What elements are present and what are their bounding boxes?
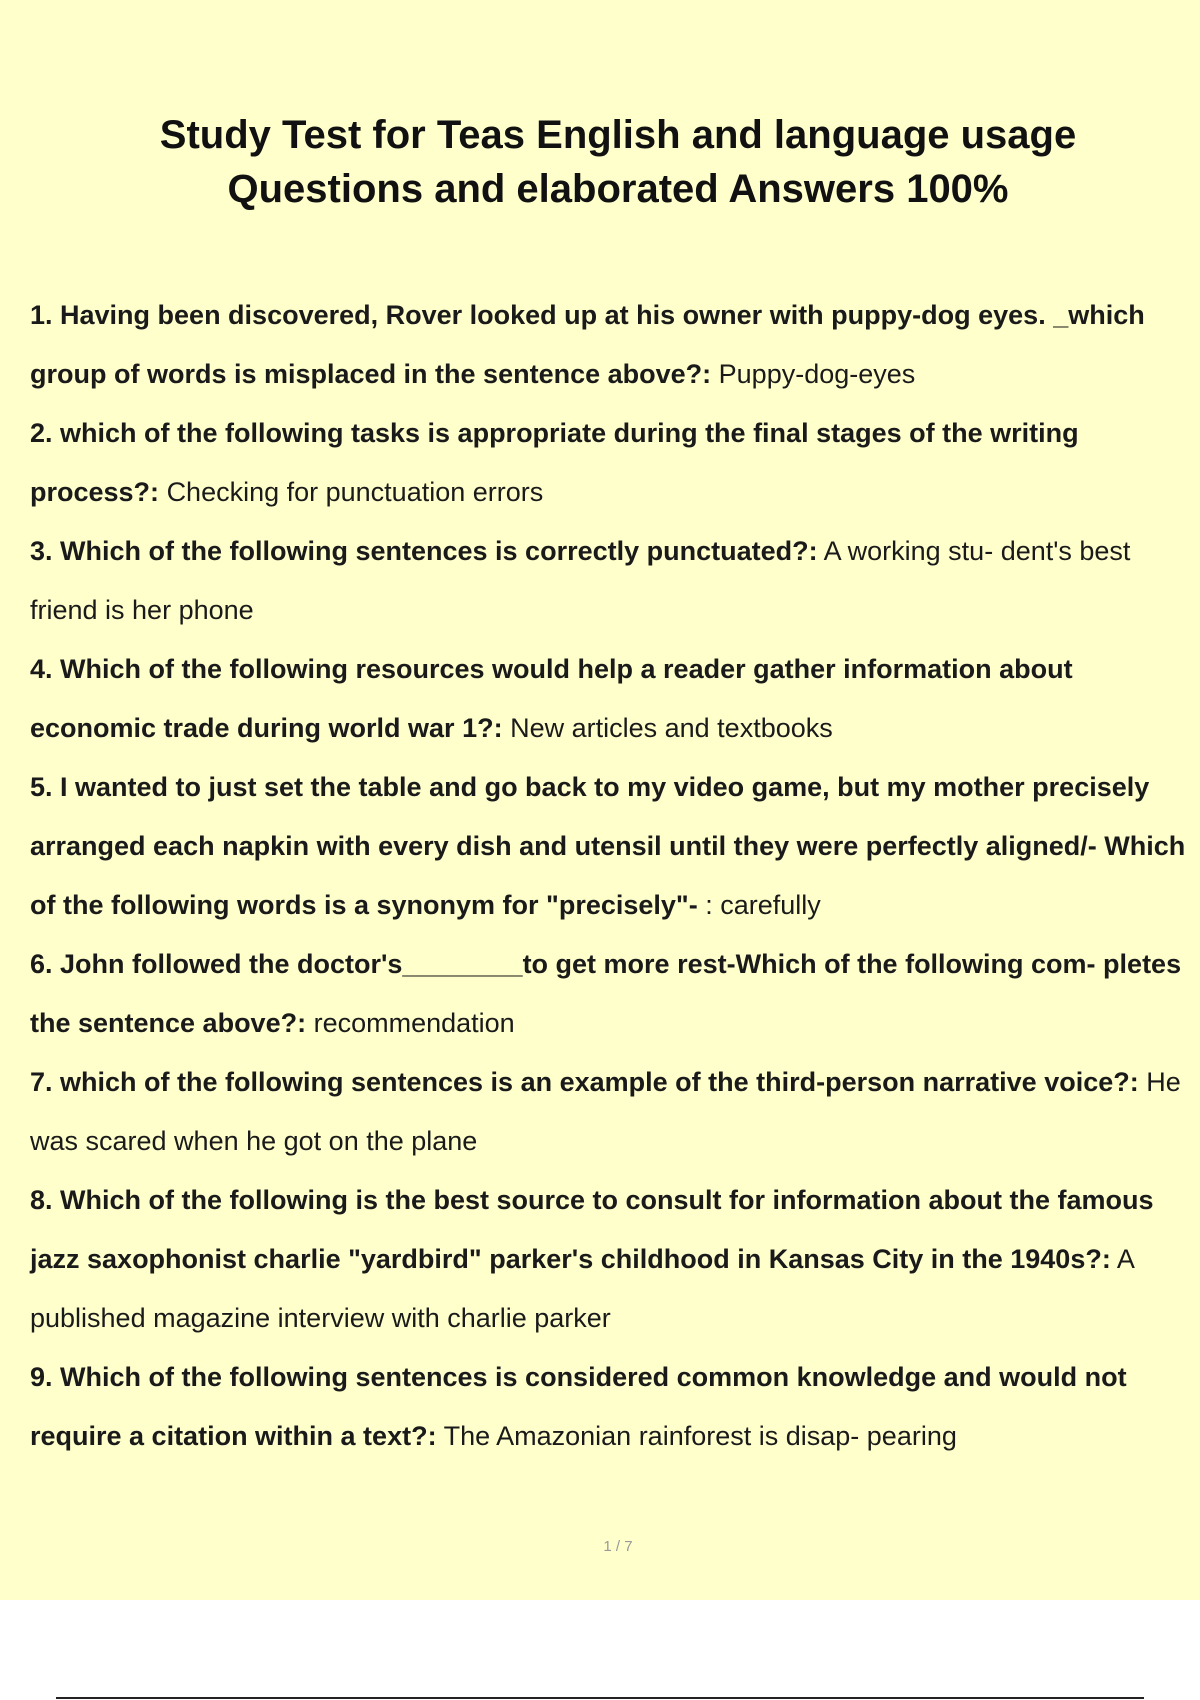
question-text: 6. John followed the doctor's________to get more rest-Which of the following com- pletes the sentence above?: (30, 949, 1182, 1038)
question-item (30, 522, 1190, 640)
answer-text: recommendation (313, 1008, 515, 1038)
question-list (30, 286, 1190, 1466)
question-item (30, 1171, 1190, 1348)
question-item (30, 935, 1190, 1053)
question-item (30, 640, 1190, 758)
question-item (30, 404, 1190, 522)
question-text: 8. Which of the following is the best source to consult for information about the famous jazz saxophonist charlie "yardbird" parker's childhood in Kansas City in the 1940s?: (30, 1185, 1154, 1274)
question-item (30, 286, 1190, 404)
answer-text: New articles and textbooks (510, 713, 833, 743)
answer-text: A published magazine interview with charlie parker (30, 1244, 1134, 1333)
question-text: 5. I wanted to just set the table and go back to my video game, but my mother precisely arranged each napkin with every dish and utensil until they were perfectly aligned/- Which of the following words is a synonym for "precisely"- (30, 772, 1186, 920)
question-item (30, 1348, 1190, 1466)
page-number: 1 / 7 (603, 1538, 633, 1555)
answer-text: Checking for punctuation errors (166, 477, 544, 507)
question-text: 9. Which of the following sentences is considered common knowledge and would not require a citation within a text?: (30, 1362, 1127, 1451)
question-item (30, 1053, 1190, 1171)
divider-line (56, 1697, 1144, 1699)
answer-text: He was scared when he got on the plane (30, 1067, 1181, 1156)
title-line-2: Questions and elaborated Answers 100% (227, 167, 1009, 211)
question-text: 4. Which of the following resources would help a reader gather information about economic trade during world war 1?: (30, 654, 1073, 743)
question-item (30, 758, 1190, 935)
page-title (0, 108, 1200, 216)
question-text: 3. Which of the following sentences is correctly punctuated?: (30, 536, 818, 566)
question-text: 7. which of the following sentences is an example of the third-person narrative voice?: (30, 1067, 1139, 1097)
title-line-1: Study Test for Teas English and language usage (159, 113, 1077, 157)
answer-text: The Amazonian rainforest is disap- pearing (443, 1421, 957, 1451)
question-text: 2. which of the following tasks is appropriate during the final stages of the writing process?: (30, 418, 1079, 507)
answer-text: A working stu- dent's best friend is her phone (30, 536, 1131, 625)
question-text: 1. Having been discovered, Rover looked up at his owner with puppy-dog eyes. _which group of words is misplaced in the sentence above?: (30, 300, 1145, 389)
answer-text: : carefully (705, 890, 821, 920)
answer-text: Puppy-dog-eyes (718, 359, 916, 389)
